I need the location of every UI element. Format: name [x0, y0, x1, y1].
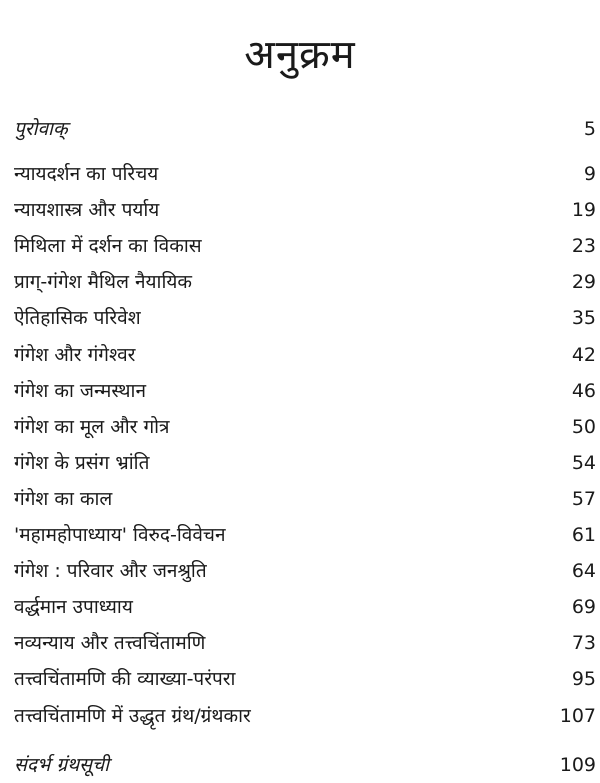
toc-entry[interactable]	[14, 111, 596, 147]
toc-entry-title: ऐतिहासिक परिवेश	[14, 307, 141, 330]
toc-entry-title: 'महामहोपाध्याय' विरुद-विवेचन	[14, 524, 226, 547]
toc-entry-title: गंगेश के प्रसंग भ्रांति	[14, 451, 150, 474]
toc-entry[interactable]	[14, 698, 596, 734]
toc-entry[interactable]	[14, 553, 596, 589]
page-title: अनुक्रम	[244, 31, 356, 78]
toc-entry[interactable]	[14, 192, 596, 228]
toc-entry-title: गंगेश और गंगेश्वर	[14, 343, 136, 366]
toc-entry-title: गंगेश : परिवार और जनश्रुति	[14, 560, 207, 583]
table-of-contents	[14, 111, 596, 783]
toc-entry-title: वर्द्धमान उपाध्याय	[14, 596, 133, 619]
toc-entry-title: गंगेश का जन्मस्थान	[14, 379, 147, 402]
toc-entry[interactable]	[14, 264, 596, 300]
toc-entry[interactable]	[14, 661, 596, 697]
toc-entry[interactable]	[14, 481, 596, 517]
toc-entry[interactable]	[14, 300, 596, 336]
toc-entry-title: गंगेश का मूल और गोत्र	[14, 415, 170, 438]
toc-entry-page: 42	[571, 343, 596, 366]
toc-entry-page: 23	[571, 235, 596, 258]
toc-entry[interactable]	[14, 747, 596, 783]
toc-entry-page: 64	[571, 560, 596, 583]
toc-entry-title: तत्त्वचिंतामणि की व्याख्या-परंपरा	[14, 668, 236, 691]
toc-entry-title: न्यायशास्त्र और पर्याय	[14, 199, 160, 222]
toc-entry-title: तत्त्वचिंतामणि में उद्धृत ग्रंथ/ग्रंथकार	[14, 704, 251, 727]
toc-entry-title: संदर्भ ग्रंथसूची	[14, 753, 110, 776]
toc-entry-page: 61	[571, 524, 596, 547]
toc-entry[interactable]	[14, 337, 596, 373]
toc-entry[interactable]	[14, 228, 596, 264]
toc-entry-page: 73	[571, 632, 596, 655]
toc-entry[interactable]	[14, 445, 596, 481]
toc-entry-title: पुरोवाक्	[14, 118, 68, 140]
toc-entry[interactable]	[14, 373, 596, 409]
toc-entry[interactable]	[14, 156, 596, 192]
toc-entry[interactable]	[14, 517, 596, 553]
toc-entry-page: 107	[559, 704, 596, 727]
toc-entry-page: 29	[571, 271, 596, 294]
toc-entry-page: 35	[571, 307, 596, 330]
toc-entry-page: 9	[583, 163, 596, 186]
toc-entry-title: मिथिला में दर्शन का विकास	[14, 235, 202, 258]
toc-entry-page: 57	[571, 487, 596, 510]
toc-entry-title: प्राग्-गंगेश मैथिल नैयायिक	[14, 271, 193, 294]
toc-entry-page: 46	[571, 379, 596, 402]
toc-entry-page: 109	[559, 753, 596, 776]
toc-entry-page: 54	[571, 451, 596, 474]
toc-entry-page: 50	[571, 415, 596, 438]
toc-entry-title: गंगेश का काल	[14, 487, 113, 510]
toc-entry-title: न्यायदर्शन का परिचय	[14, 163, 159, 186]
toc-entry-title: नव्यन्याय और तत्त्वचिंतामणि	[14, 632, 206, 655]
toc-entry-page: 5	[583, 118, 596, 140]
toc-entry-page: 69	[571, 596, 596, 619]
toc-entry[interactable]	[14, 409, 596, 445]
toc-entry-page: 19	[571, 199, 596, 222]
toc-entry[interactable]	[14, 589, 596, 625]
toc-entry-page: 95	[571, 668, 596, 691]
toc-entry[interactable]	[14, 625, 596, 661]
